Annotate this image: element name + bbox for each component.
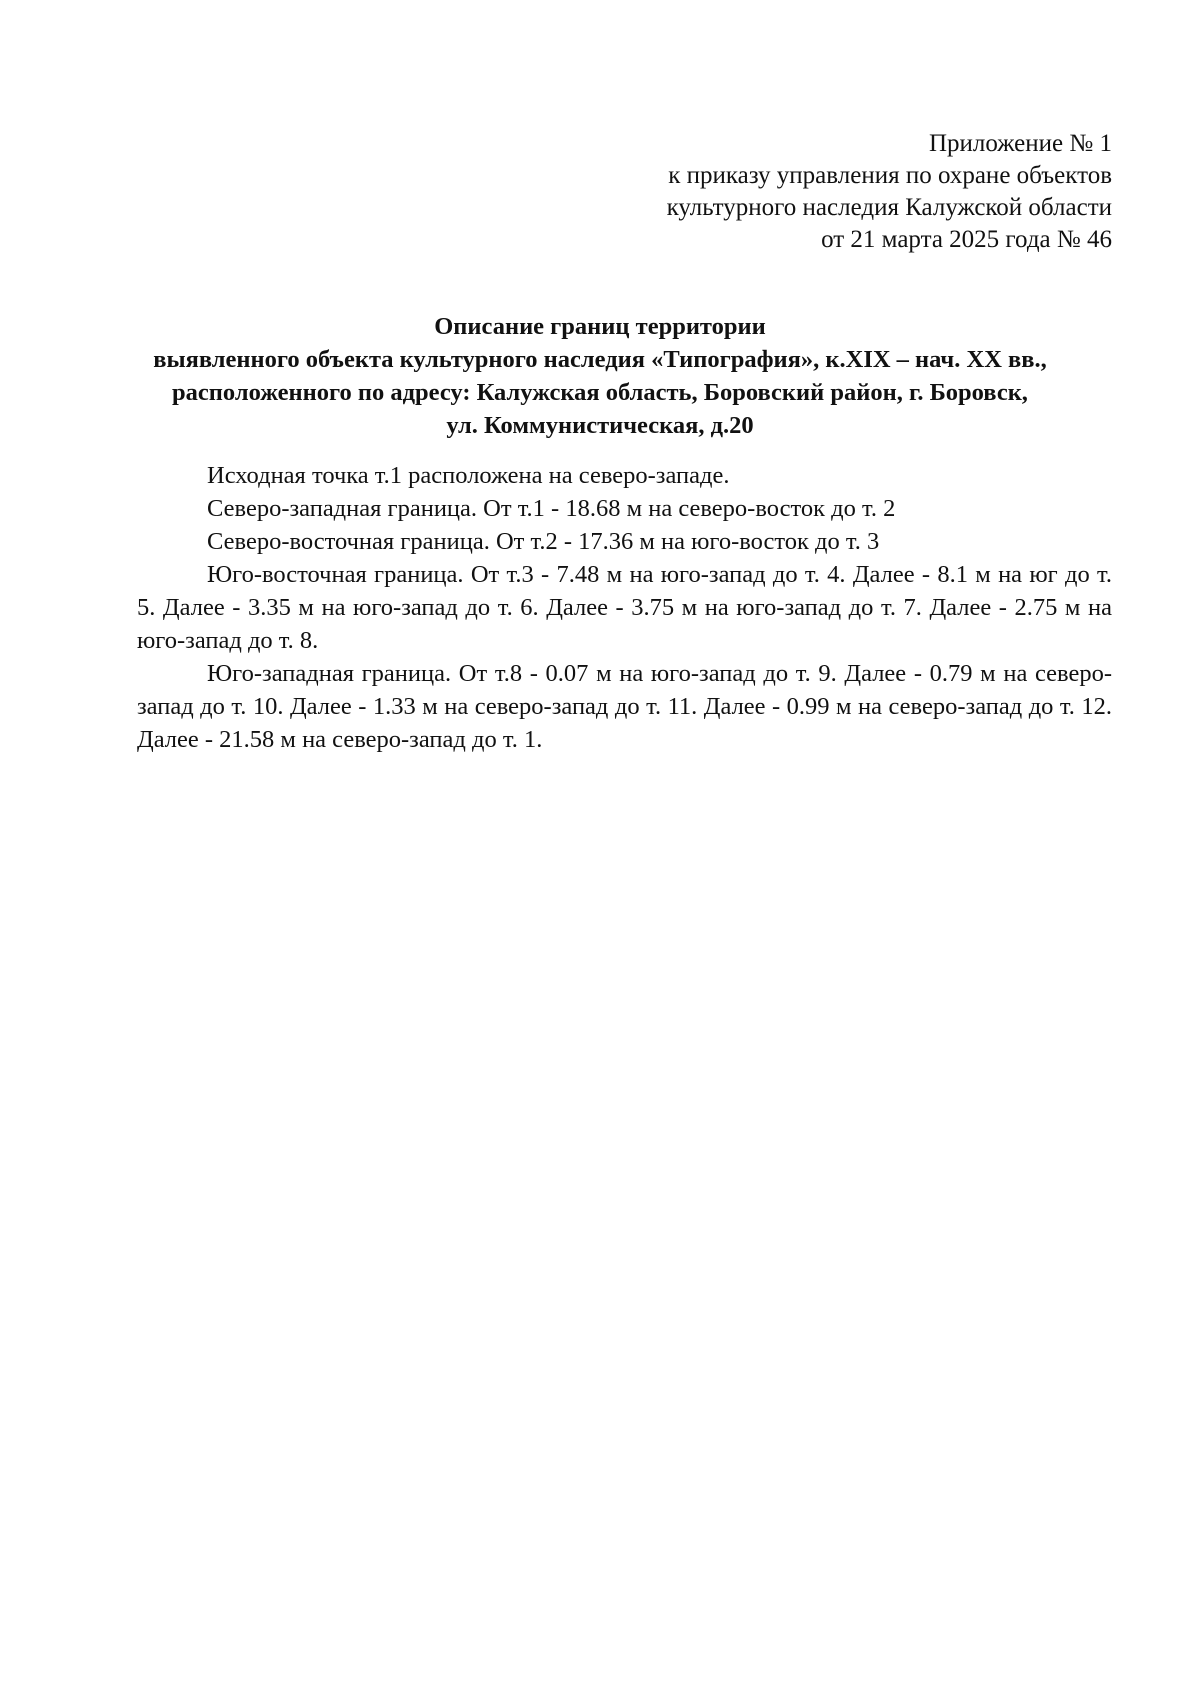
appendix-date: от 21 марта 2025 года № 46 <box>821 226 1112 253</box>
title-line-4: ул. Коммунистическая, д.20 <box>446 412 754 439</box>
appendix-number: Приложение № 1 <box>928 130 1112 157</box>
northeast-boundary-paragraph: Северо-восточная граница. От т.2 - 17.36 м на юго-восток до т. 3 <box>207 528 880 555</box>
title-line-2: выявленного объекта культурного наследия «Типография», к.XIX – нач. XX вв., <box>153 346 1047 373</box>
appendix-order-ref: к приказу управления по охране объектов <box>668 162 1112 189</box>
southeast-boundary-paragraph: Юго-восточная граница. От т.3 - 7.48 м на юго-запад до т. 4. Далее - 8.1 м на юг до т. 5. Далее - 3.35 м на юго-запад до т. 6. Далее - 3.75 м на юго-запад до т. 7. Далее - 2.75 м на юго-запад до т. 8. <box>137 561 1112 654</box>
title-line-1: Описание границ территории <box>434 313 766 340</box>
appendix-header <box>667 128 1112 256</box>
boundary-description <box>137 459 1112 756</box>
appendix-authority: культурного наследия Калужской области <box>666 194 1112 221</box>
southwest-boundary-paragraph: Юго-западная граница. От т.8 - 0.07 м на юго-запад до т. 9. Далее - 0.79 м на северо-запад до т. 10. Далее - 1.33 м на северо-запад до т. 11. Далее - 0.99 м на северо-запад до т. 12. Далее - 21.58 м на северо-запад до т. 1. <box>137 660 1112 753</box>
northwest-boundary-paragraph: Северо-западная граница. От т.1 - 18.68 м на северо-восток до т. 2 <box>207 495 896 522</box>
title-line-3: расположенного по адресу: Калужская область, Боровский район, г. Боровск, <box>172 379 1028 406</box>
document-title <box>120 310 1080 442</box>
start-point-paragraph: Исходная точка т.1 расположена на северо-западе. <box>207 462 730 489</box>
